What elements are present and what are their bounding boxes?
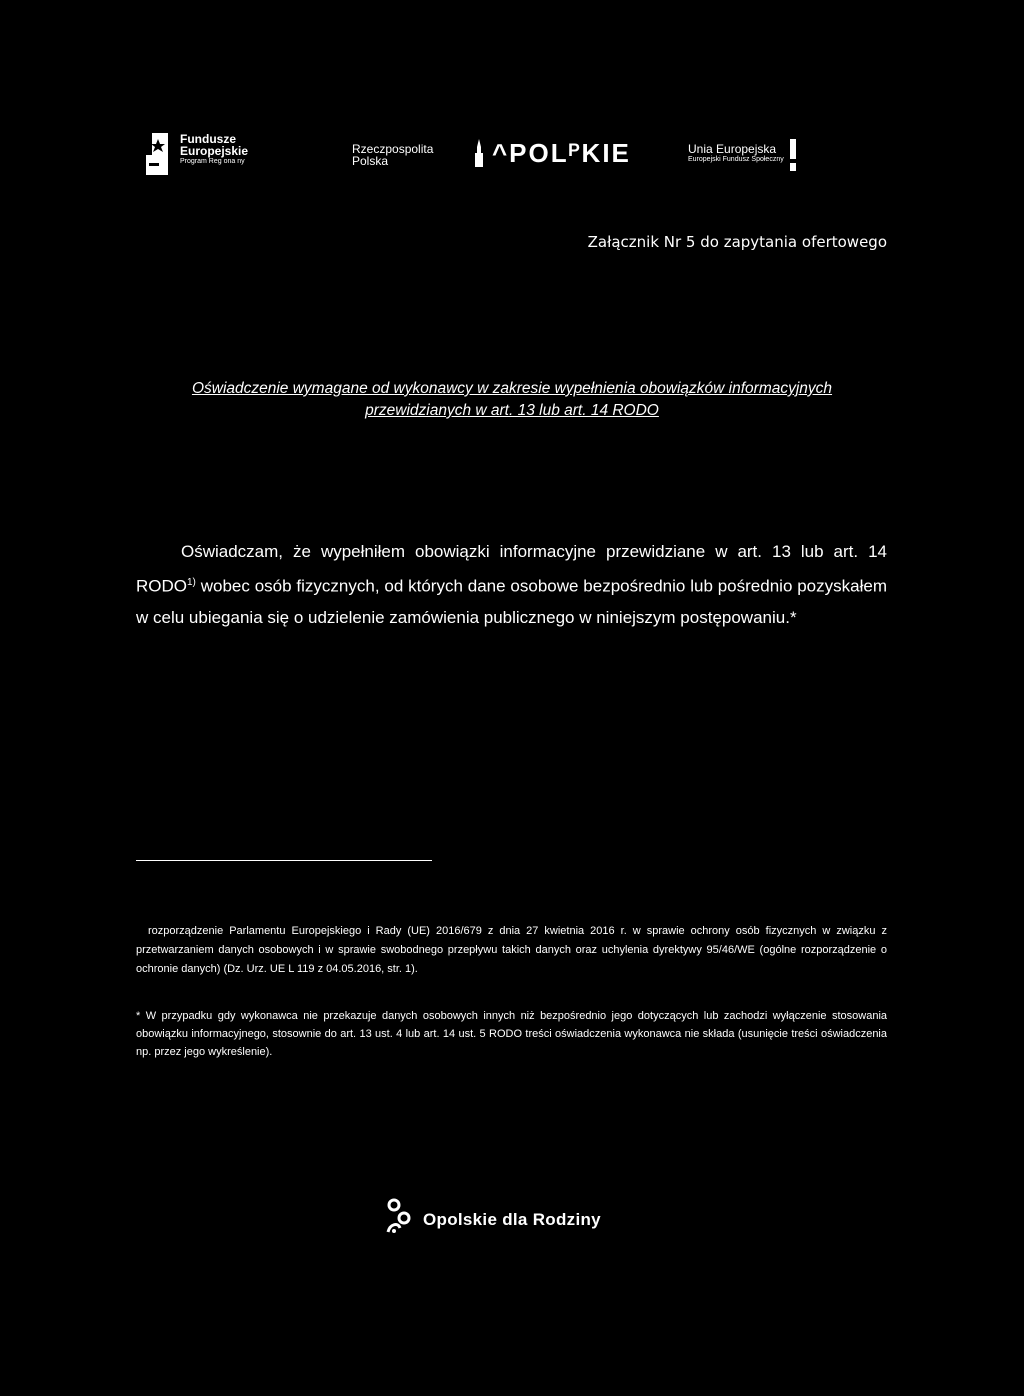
- asterisk-note: * W przypadku gdy wykonawca nie przekazuje danych osobowych innych niż bezpośrednio jego dotyczących lub zachodzi wyłączenie stosowania obowiązku informacyjnego, stosownie do art. 13 ust. 4 lub art. 14 ust. 5 RODO treści oświadczenia wykonawca nie składa (usunięcie treści oświadczenia np. przez jego wykreślenie).: [136, 1010, 887, 1058]
- eu-flag-icon: [789, 139, 797, 171]
- logo-fundusze-europejskie: [146, 131, 286, 177]
- logo-unia-europejska: [688, 139, 808, 171]
- statement-part2: wobec osób fizycznych, od których dane osobowe bezpośrednio lub pośrednio pozyskałem w celu ubiegania się o udzielenie zamówienia publicznego w niniejszym postępowaniu.*: [136, 576, 887, 627]
- ue-text: [688, 143, 784, 165]
- logo-rzeczpospolita-polska: [352, 143, 433, 167]
- footnote-text: rozporządzenie Parlamentu Europejskiego i Rady (UE) 2016/679 z dnia 27 kwietnia 2016 r. w sprawie ochrony osób fizycznych w związku z przetwarzaniem danych osobowych i w sprawie swobodnego przepływu takich danych oraz uchylenia dyrektywy 95/46/WE (ogólne rozporządzenie o ochronie danych) (Dz. Urz. UE L 119 z 04.05.2016, str. 1).: [136, 925, 887, 975]
- logo-opolskie-dla-rodziny: [386, 1198, 646, 1238]
- fundusze-europejskie-text: [180, 133, 248, 167]
- opolskie-wordmark: ^POLᴾKIE: [492, 138, 631, 168]
- statement-paragraph: [136, 536, 887, 633]
- footnote-reference: 1): [187, 577, 196, 588]
- footnote-divider: [136, 860, 432, 861]
- bottom-logo-text: Opolskie dla Rodziny: [423, 1210, 601, 1229]
- ue-line1: Unia Europejska: [688, 142, 777, 156]
- rp-line1: Rzeczpospolita: [352, 142, 434, 156]
- ue-line2: Europejski Fundusz Społeczny: [688, 156, 784, 163]
- attachment-label: Załącznik Nr 5 do zapytania ofertowego: [587, 233, 887, 251]
- family-icon: [386, 1198, 412, 1234]
- fe-line3: Program Reg ona ny: [180, 158, 245, 165]
- fundusze-europejskie-logo-icon: [146, 133, 168, 175]
- logo-opolskie: [474, 137, 654, 173]
- tower-icon: [474, 139, 484, 167]
- page-title: Oświadczenie wymagane od wykonawcy w zakresie wypełnienia obowiązków informacyjnych przewidzianych w art. 13 lub art. 14 RODO: [191, 380, 833, 419]
- rp-line2: Polska: [352, 154, 389, 168]
- fe-line2: Europejskie: [180, 144, 249, 158]
- statement-part1: Oświadczam, że wypełniłem obowiązki informacyjne przewidziane w art. 13 lub art. 14 RODO: [136, 542, 887, 596]
- fe-line1: Fundusze: [180, 132, 236, 146]
